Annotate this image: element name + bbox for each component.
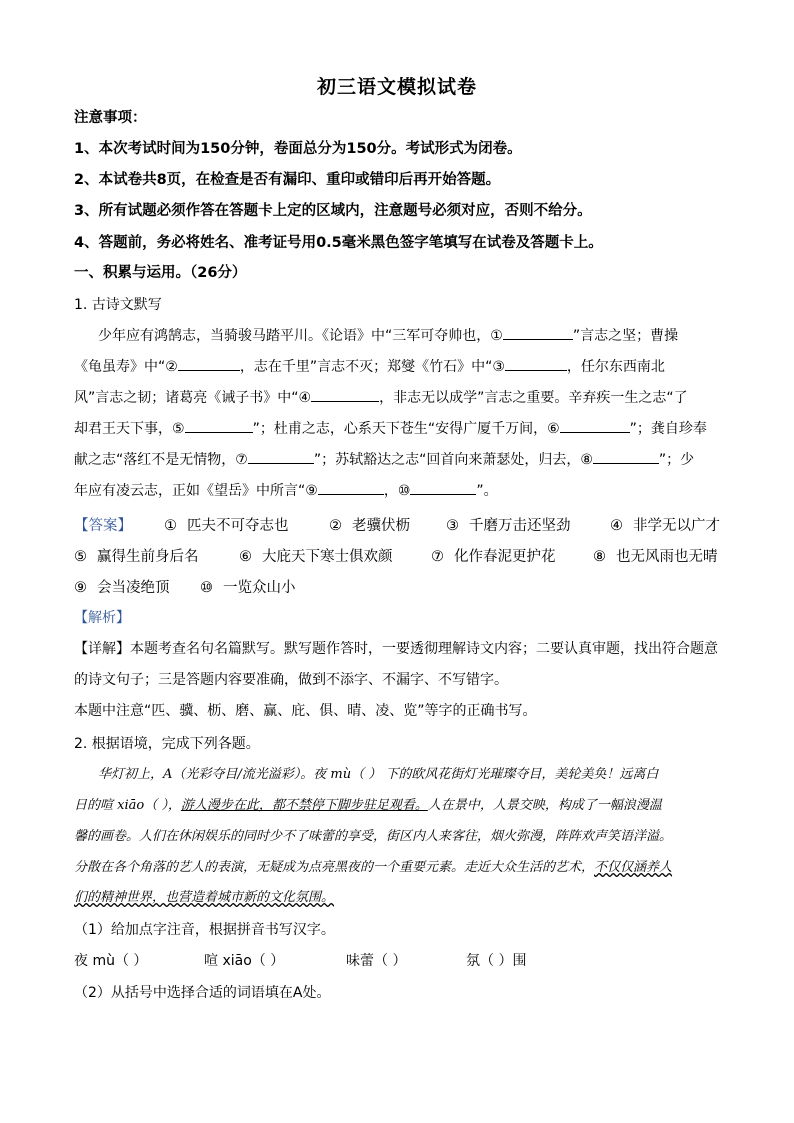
answer-number: ⑧ <box>593 549 606 565</box>
q1-text: ”言志之坚；曹操 <box>572 328 679 344</box>
answer-label: 【答案】 <box>74 518 132 534</box>
q1-text: ，非志无以成学”言志之重要。辛弃疾一生之志“了 <box>379 390 688 406</box>
passage-wavy-underlined: 们的精神世界，也营造着城市新的文化氛围。 <box>74 890 335 905</box>
answer-text: 老骥伏枥 <box>352 518 410 534</box>
pinyin-item: 味蕾（ ） <box>346 953 407 969</box>
q1-line-6 <box>74 480 734 502</box>
blank-number: ③ <box>492 359 505 375</box>
q1-text: 却君王天下事， <box>74 421 172 437</box>
passage-wavy-underlined: 不仅仅涵养人 <box>594 860 673 875</box>
q1-text: ”。 <box>476 483 498 499</box>
q1-text: 献之志“落红不是无情物， <box>74 452 236 468</box>
pinyin-item: 喧 xiāo（ ） <box>204 953 285 969</box>
notice-item-4: 4、答题前，务必将姓名、准考证号用0.5毫米黑色签字笔填写在试卷及答题卡上。 <box>74 235 603 251</box>
answer-item <box>200 576 296 597</box>
section-heading: 一、积累与运用。（26分） <box>74 265 247 281</box>
answer-text: 化作春泥更护花 <box>454 549 556 565</box>
passage-text: 日的喧 xiāo（ ）， <box>74 798 181 813</box>
blank-number: ⑤ <box>172 421 185 437</box>
answer-number: ① <box>164 518 177 534</box>
passage-text: 分散在各个角落的艺人的表演，无疑成为点亮黑夜的一个重要元素。走近大众生活的艺术， <box>74 860 595 875</box>
answer-item <box>74 545 199 566</box>
passage-underlined: 游人漫步在此，都不禁停下脚步驻足观看。 <box>180 798 428 813</box>
answer-item <box>593 545 718 566</box>
fill-blank <box>178 356 240 371</box>
fill-blank <box>593 449 659 464</box>
q1-text: 风”言志之韧；诸葛亮《诫子书》中“ <box>74 390 299 406</box>
q1-line-5 <box>74 449 734 471</box>
fill-blank <box>185 418 253 433</box>
fill-blank <box>505 356 567 371</box>
answer-item <box>239 545 393 566</box>
sub-question-1: （1）给加点字注音，根据拼音书写汉字。 <box>74 922 335 938</box>
answer-item <box>164 514 289 535</box>
q1-text: ”；苏轼豁达之志“回首向来萧瑟处，归去， <box>313 452 581 468</box>
detail-line-2: 的诗文句子；三是答题内容要准确，做到不添字、不漏字、不写错字。 <box>74 672 508 688</box>
passage-text: 人在景中，人景交映，构成了一幅浪漫温 <box>427 798 662 813</box>
answer-item <box>329 514 410 535</box>
notice-item-2: 2、本试卷共8页，在检查是否有漏印、重印或错印后再开始答题。 <box>74 172 501 188</box>
q1-text: ”；杜甫之志，心系天下苍生“安得广厦千万间， <box>252 421 548 437</box>
blank-number: ① <box>490 328 503 344</box>
question-2-title: 2. 根据语境，完成下列各题。 <box>74 736 260 752</box>
answer-number: ⑩ <box>200 580 213 596</box>
q1-line-1 <box>98 325 758 347</box>
answer-number: ③ <box>446 518 459 534</box>
analysis-label-text: 【解析】 <box>74 610 130 626</box>
blank-number: ⑥ <box>547 421 560 437</box>
sub-question-2: （2）从括号中选择合适的词语填在A处。 <box>74 985 331 1001</box>
answer-text: 会当凌绝顶 <box>97 580 170 596</box>
q1-text: ，志在千里”言志不灭；郑燮《竹石》中“ <box>239 359 493 375</box>
answer-text: 一览众山小 <box>223 580 296 596</box>
answer-text: 千磨万击还坚劲 <box>469 518 571 534</box>
answer-number: ⑦ <box>431 549 444 565</box>
answer-number: ⑨ <box>74 580 87 596</box>
passage-line-5 <box>74 887 734 909</box>
detail-line-3: 本题中注意“匹、骥、枥、磨、赢、庇、俱、晴、凌、览”等字的正确书写。 <box>74 703 537 719</box>
blank-number: ④ <box>298 390 312 406</box>
pinyin-item: 氛（ ）围 <box>466 953 527 969</box>
q1-text: ， <box>383 483 398 499</box>
q1-line-4 <box>74 418 734 440</box>
q1-line-3 <box>74 387 734 409</box>
q1-text: 少年应有鸿鹄志，当骑骏马踏平川。《论语》中“三军可夺帅也， <box>98 328 491 344</box>
blank-number: ⑩ <box>397 483 411 499</box>
fill-blank <box>560 418 630 433</box>
fill-blank <box>248 449 314 464</box>
answer-text: 也无风雨也无晴 <box>616 549 718 565</box>
fill-blank <box>311 387 379 402</box>
answer-number: ⑥ <box>239 549 252 565</box>
q1-text: ”；少 <box>658 452 695 468</box>
notice-heading: 注意事项： <box>74 110 147 126</box>
passage-line-2 <box>74 795 734 817</box>
answer-item <box>446 514 571 535</box>
page-title: 初三语文模拟试卷 <box>316 76 477 98</box>
answer-text: 大庇天下寒士俱欢颜 <box>262 549 393 565</box>
fill-blank <box>503 325 573 340</box>
answer-text: 匹夫不可夺志也 <box>187 518 289 534</box>
notice-item-1: 1、本次考试时间为150分钟，卷面总分为150分。考试形式为闭卷。 <box>74 141 522 157</box>
answer-number: ② <box>329 518 342 534</box>
fill-blank <box>410 480 476 495</box>
notice-item-3: 3、所有试题必须作答在答题卡上定的区域内，注意题号必须对应，否则不给分。 <box>74 203 592 219</box>
q1-text: 年应有凌云志，正如《望岳》中所言“ <box>74 483 306 499</box>
answer-item <box>74 576 170 597</box>
fill-blank <box>318 480 384 495</box>
answer-number: ④ <box>610 518 623 534</box>
q1-text: 《龟虽寿》中“ <box>74 359 166 375</box>
q1-text: ，任尔东西南北 <box>566 359 665 375</box>
q1-text: ”；龚自珍奉 <box>629 421 707 437</box>
blank-number: ⑦ <box>235 452 248 468</box>
answer-text: 赢得生前身后名 <box>97 549 199 565</box>
passage-line-3: 馨的画卷。人们在休闲娱乐的同时少不了味蕾的享受，街区内人来客往，烟火弥漫，阵阵欢声笑语洋溢。 <box>74 829 673 844</box>
blank-number: ② <box>165 359 178 375</box>
detail-line-1: 【详解】本题考查名句名篇默写。默写题作答时，一要透彻理解诗文内容；二要认真审题，找出符合题意 <box>74 641 718 657</box>
answer-number: ⑤ <box>74 549 87 565</box>
q1-line-2 <box>74 356 734 378</box>
question-1-title: 1. 古诗文默写 <box>74 297 162 313</box>
answer-item <box>431 545 556 566</box>
blank-number: ⑧ <box>580 452 593 468</box>
analysis-label <box>74 607 734 629</box>
answer-text: 非学无以广才 <box>633 518 720 534</box>
blank-number: ⑨ <box>305 483 318 499</box>
answer-item <box>610 514 720 535</box>
passage-line-1: 华灯初上，A（光彩夺目/流光溢彩）。夜 mù（ ） 下的欧风花街灯光璀璨夺目，美轮美奂！远离白 <box>98 767 659 782</box>
passage-line-4 <box>74 857 734 879</box>
pinyin-item: 夜 mù（ ） <box>74 953 148 969</box>
